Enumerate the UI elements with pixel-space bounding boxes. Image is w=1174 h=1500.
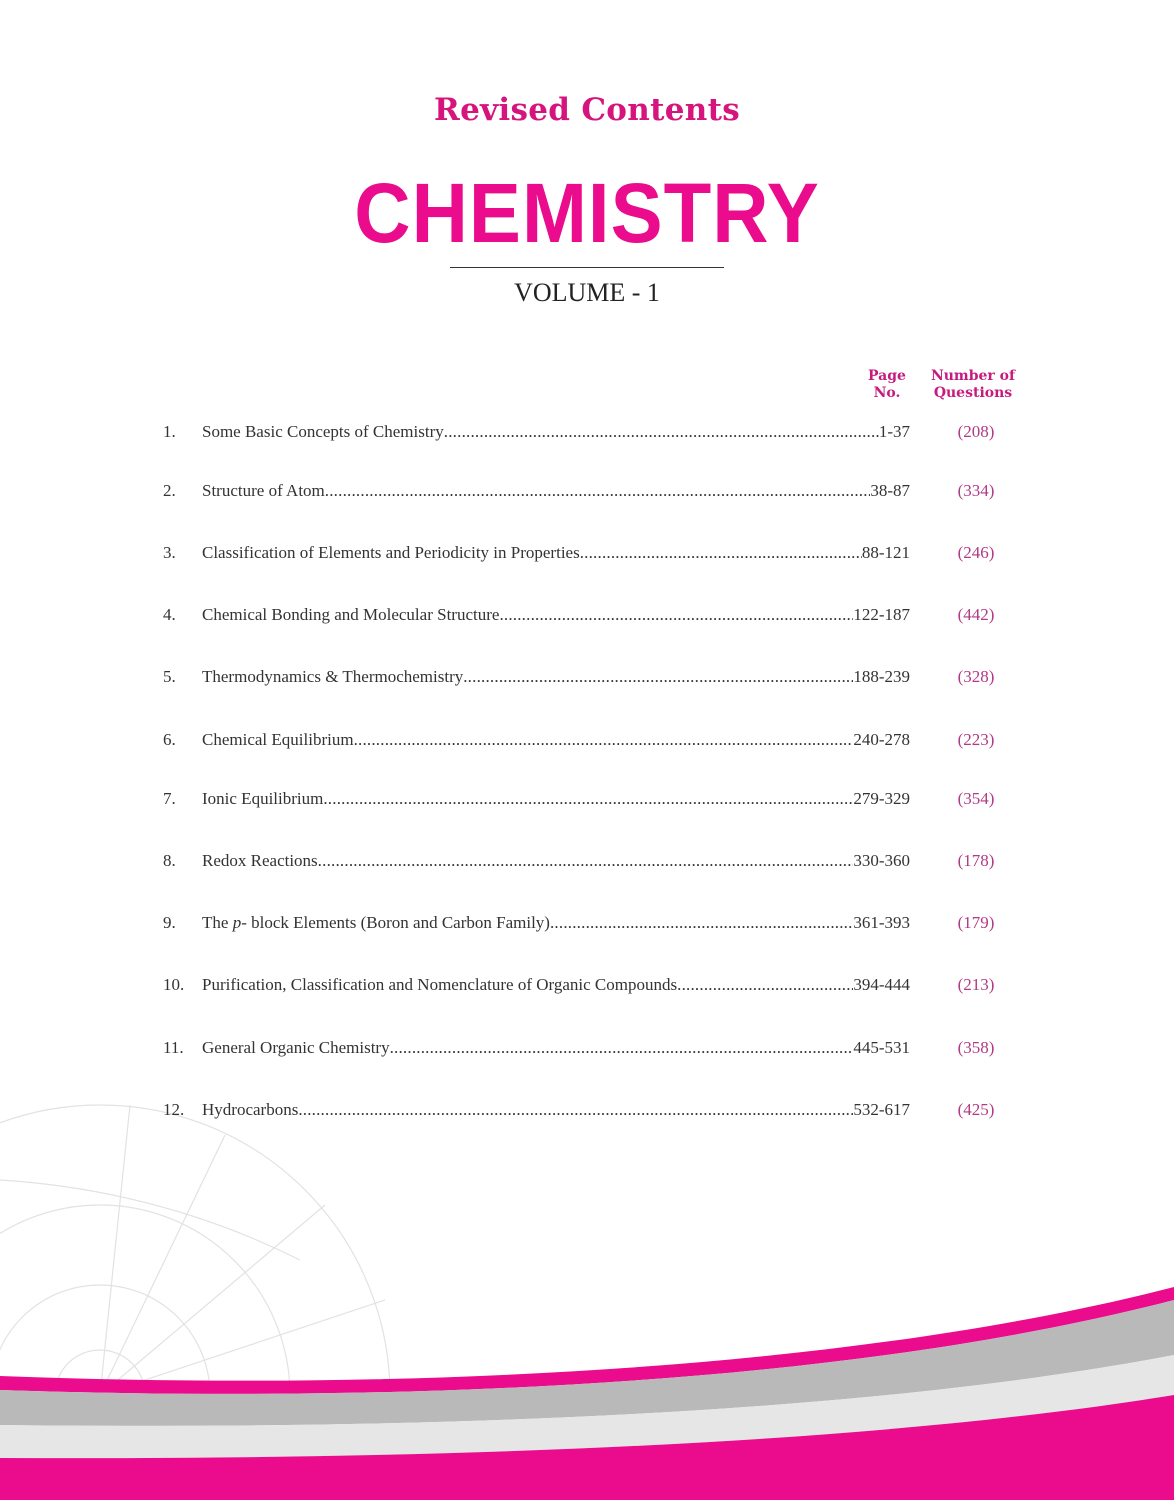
toc-entry[interactable] bbox=[0, 667, 1174, 691]
toc-entry-pages: 38-87 bbox=[870, 481, 910, 500]
toc-entry-pages: 1-37 bbox=[878, 422, 910, 441]
toc-entry-number: 4. bbox=[163, 605, 176, 624]
toc-entry-question-count: (179) bbox=[957, 913, 995, 932]
dot-leader bbox=[318, 851, 854, 871]
toc-entry[interactable] bbox=[0, 605, 1174, 629]
toc-entry-number: 3. bbox=[163, 543, 176, 562]
toc-entry-pages: 532-617 bbox=[853, 1100, 910, 1119]
toc-entry-pages: 445-531 bbox=[853, 1038, 910, 1057]
toc-entry-question-count: (213) bbox=[957, 975, 995, 994]
dot-leader bbox=[580, 543, 862, 563]
dot-leader bbox=[550, 913, 853, 933]
toc-entry-title: Chemical Equilibrium bbox=[202, 730, 354, 749]
revised-contents-heading: Revised Contents bbox=[434, 92, 740, 128]
toc-entry-pages: 122-187 bbox=[853, 605, 910, 624]
toc-entry-title: The p- block Elements (Boron and Carbon Family) bbox=[202, 913, 550, 932]
toc-entry[interactable] bbox=[0, 975, 1174, 999]
subject-title: CHEMISTRY bbox=[354, 165, 820, 261]
toc-entry-title: Ionic Equilibrium bbox=[202, 789, 324, 808]
toc-entry-pages: 240-278 bbox=[853, 730, 910, 749]
toc-entry-question-count: (358) bbox=[957, 1038, 995, 1057]
questions-header-line1: Number of bbox=[930, 368, 1016, 384]
title-divider bbox=[450, 267, 724, 268]
questions-column-header bbox=[922, 368, 1024, 402]
toc-entry-title: Redox Reactions bbox=[202, 851, 318, 870]
toc-entry-pages: 330-360 bbox=[853, 851, 910, 870]
dot-leader bbox=[298, 1100, 853, 1120]
dot-leader bbox=[499, 605, 853, 625]
toc-entry-number: 1. bbox=[163, 422, 176, 441]
toc-entry-pages: 279-329 bbox=[853, 789, 910, 808]
toc-entry-pages: 361-393 bbox=[853, 913, 910, 932]
toc-entry-question-count: (223) bbox=[957, 730, 995, 749]
toc-entry-question-count: (178) bbox=[957, 851, 995, 870]
dot-leader bbox=[677, 975, 853, 995]
toc-entry-pages: 88-121 bbox=[861, 543, 910, 562]
toc-entry-question-count: (328) bbox=[957, 667, 995, 686]
toc-entry-number: 9. bbox=[163, 913, 176, 932]
toc-entry-pages: 188-239 bbox=[853, 667, 910, 686]
toc-entry-number: 7. bbox=[163, 789, 176, 808]
toc-entry-title: Some Basic Concepts of Chemistry bbox=[202, 422, 444, 441]
toc-entry-question-count: (208) bbox=[957, 422, 995, 441]
toc-entry-question-count: (354) bbox=[957, 789, 995, 808]
toc-entry-title: Thermodynamics & Thermochemistry bbox=[202, 667, 464, 686]
toc-entry-question-count: (246) bbox=[957, 543, 995, 562]
dot-leader bbox=[444, 422, 879, 442]
volume-label: VOLUME - 1 bbox=[514, 278, 660, 307]
toc-entry-title: Purification, Classification and Nomenclature of Organic Compounds bbox=[202, 975, 678, 994]
toc-entry[interactable] bbox=[0, 481, 1174, 505]
toc-entry-question-count: (334) bbox=[957, 481, 995, 500]
page-no-header-line2: No. bbox=[873, 385, 901, 401]
toc-entry-question-count: (425) bbox=[957, 1100, 995, 1119]
toc-entry-question-count: (442) bbox=[957, 605, 995, 624]
toc-entry[interactable] bbox=[0, 422, 1174, 446]
dot-leader bbox=[390, 1038, 854, 1058]
toc-entry-title: Structure of Atom bbox=[202, 481, 325, 500]
page-no-header-line1: Page bbox=[868, 368, 906, 384]
toc-entry-number: 5. bbox=[163, 667, 176, 686]
page-no-column-header bbox=[858, 368, 916, 402]
toc-entry-number: 8. bbox=[163, 851, 176, 870]
questions-header-line2: Questions bbox=[933, 385, 1013, 401]
toc-entry-title: Classification of Elements and Periodicity in Properties bbox=[202, 543, 580, 562]
toc-entry[interactable] bbox=[0, 1100, 1174, 1124]
toc-entry[interactable] bbox=[0, 730, 1174, 754]
toc-entry-title: General Organic Chemistry bbox=[202, 1038, 390, 1057]
toc-entry[interactable] bbox=[0, 789, 1174, 813]
toc-entry[interactable] bbox=[0, 913, 1174, 937]
toc-entry[interactable] bbox=[0, 543, 1174, 567]
toc-entry[interactable] bbox=[0, 851, 1174, 875]
dot-leader bbox=[325, 481, 871, 501]
toc-entry-number: 2. bbox=[163, 481, 176, 500]
dot-leader bbox=[354, 730, 854, 750]
toc-entry-number: 12. bbox=[163, 1100, 185, 1119]
toc-entry-pages: 394-444 bbox=[853, 975, 910, 994]
toc-entry-number: 6. bbox=[163, 730, 176, 749]
toc-entry[interactable] bbox=[0, 1038, 1174, 1062]
toc-entry-number: 11. bbox=[163, 1038, 184, 1057]
toc-entry-title: Hydrocarbons bbox=[202, 1100, 299, 1119]
dot-leader bbox=[463, 667, 853, 687]
dot-leader bbox=[323, 789, 853, 809]
toc-entry-number: 10. bbox=[163, 975, 185, 994]
toc-entry-title: Chemical Bonding and Molecular Structure bbox=[202, 605, 500, 624]
